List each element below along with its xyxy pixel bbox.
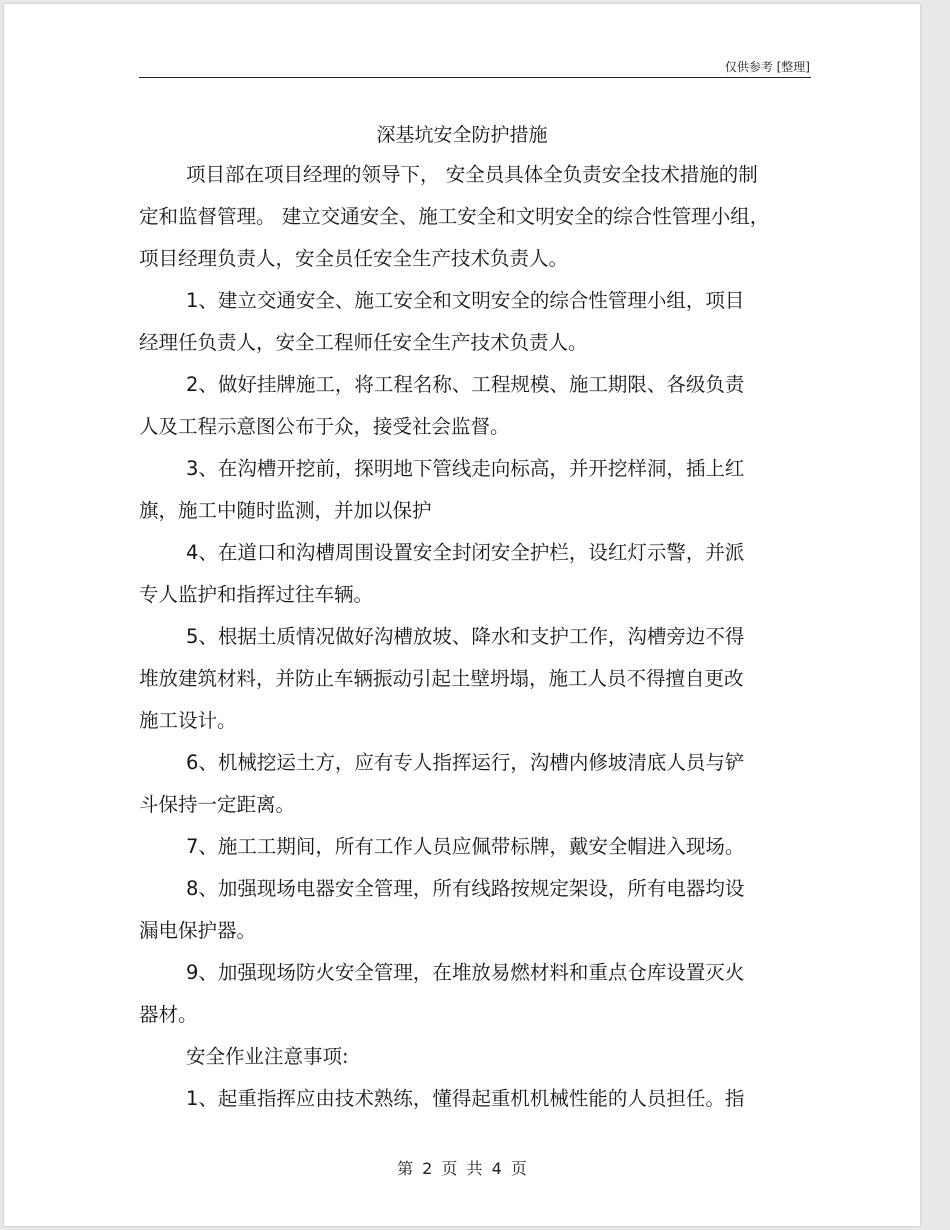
text-line: 1、建立交通安全、施工安全和文明安全的综合性管理小组，项目 [186,289,745,312]
header-note: 仅供参考 [整理] [724,60,810,74]
text-line: 斗保持一定距离。 [139,793,296,816]
text-line: 施工设计。 [139,709,237,732]
document-title: 深基坑安全防护措施 [376,124,548,146]
text-line: 定和监督管理。 建立交通安全、施工安全和文明安全的综合性管理小组， [139,205,770,228]
text-line: 7、施工工期间，所有工作人员应佩带标牌，戴安全帽进入现场。 [186,835,745,858]
document-page [4,4,920,1226]
text-line: 专人监护和指挥过往车辆。 [139,583,374,606]
text-line: 经理任负责人，安全工程师任安全生产技术负责人。 [139,331,588,354]
text-line: 2、做好挂牌施工，将工程名称、工程规模、施工期限、各级负责 [186,373,745,396]
text-line: 8、加强现场电器安全管理，所有线路按规定架设，所有电器均设 [186,877,745,900]
text-line: 9、加强现场防火安全管理，在堆放易燃材料和重点仓库设置灭火 [186,961,745,984]
text-line: 6、机械挖运土方，应有专人指挥运行，沟槽内修坡清底人员与铲 [186,751,745,774]
header-divider [139,77,811,78]
page-number-footer: 第 2 页 共 4 页 [397,1159,527,1178]
text-line: 堆放建筑材料，并防止车辆振动引起土壁坍塌，施工人员不得擅自更改 [139,667,744,690]
text-line: 5、根据土质情况做好沟槽放坡、降水和支护工作，沟槽旁边不得 [186,625,745,648]
text-line: 器材。 [139,1003,198,1026]
text-line: 漏电保护器。 [139,919,257,942]
document-body [139,154,799,1120]
text-line: 旗，施工中随时监测，并加以保护 [139,499,432,522]
text-line: 4、在道口和沟槽周围设置安全封闭安全护栏，设红灯示警，并派 [186,541,745,564]
text-line: 人及工程示意图公布于众，接受社会监督。 [139,415,510,438]
text-line: 安全作业注意事项: [186,1045,349,1068]
text-line: 项目部在项目经理的领导下， 安全员具体全负责安全技术措施的制 [186,163,758,186]
text-line: 3、在沟槽开挖前，探明地下管线走向标高，并开挖样洞，插上红 [186,457,745,480]
text-line: 项目经理负责人，安全员任安全生产技术负责人。 [139,247,569,270]
text-line: 1、起重指挥应由技术熟练，懂得起重机机械性能的人员担任。指 [186,1087,745,1110]
